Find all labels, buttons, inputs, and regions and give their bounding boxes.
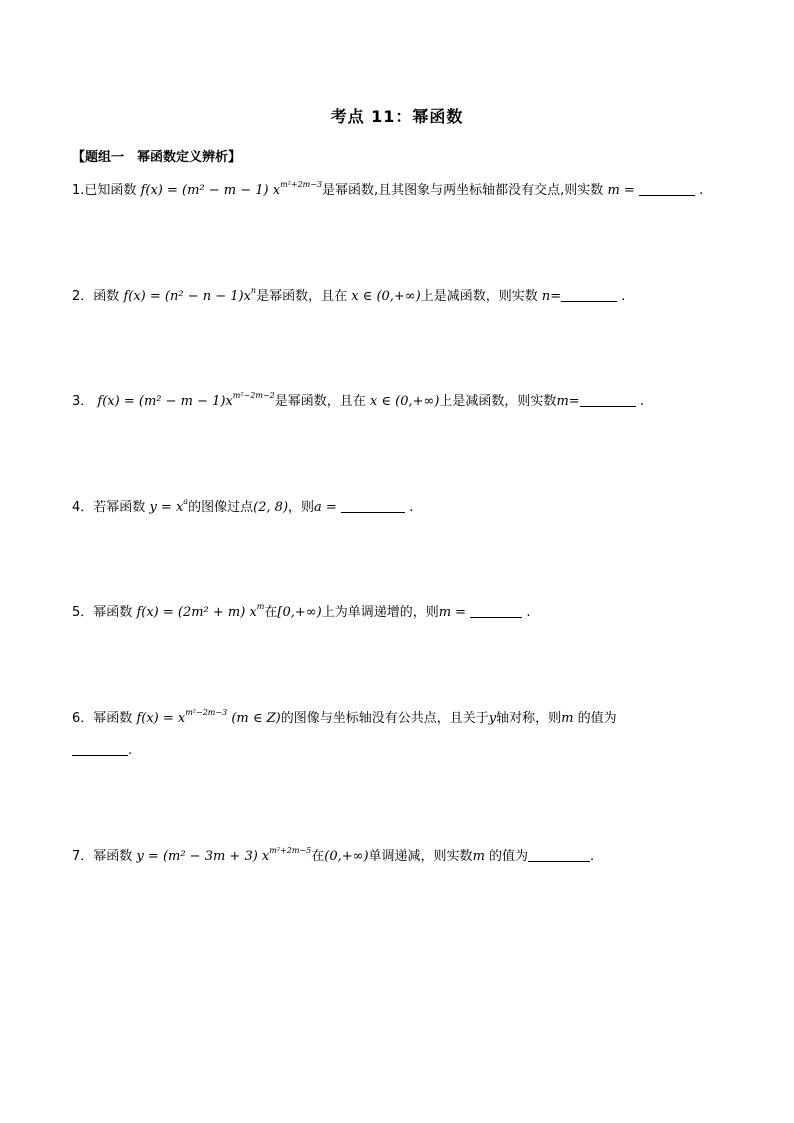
problem-prefix: 函数 <box>93 289 120 304</box>
formula: f(x) = (m² − m − 1) $x^{m^2+2m-3}$ <box>140 180 323 198</box>
answer-blank[interactable] <box>580 392 636 407</box>
exponent: m <box>256 602 265 611</box>
problem-1 <box>72 180 732 202</box>
problem-number: 4． <box>72 500 94 515</box>
exponent: n <box>250 286 257 295</box>
answer-blank[interactable] <box>561 287 617 302</box>
condition: (m ∈ Z) <box>231 711 281 726</box>
answer-blank[interactable] <box>639 181 695 196</box>
end-mark: . <box>621 289 626 304</box>
problem-number: 7． <box>72 849 94 864</box>
formula: $f(x) = x^{m^2-2m-3}$ <box>136 708 228 726</box>
end-mark: . <box>526 605 531 620</box>
problem-number: 1. <box>72 183 85 198</box>
answer-blank[interactable] <box>470 603 522 618</box>
variable: m <box>561 711 574 726</box>
problem-text: 在 <box>311 849 325 864</box>
variable: a = <box>314 500 337 515</box>
end-mark: . <box>409 500 414 515</box>
answer-blank[interactable] <box>341 498 405 513</box>
variable: m = <box>607 183 635 198</box>
problem-prefix: 若幂函数 <box>93 500 146 515</box>
problem-prefix: 幂函数 <box>93 605 133 620</box>
problem-number: 2． <box>72 289 94 304</box>
interval: x ∈ (0,+∞) <box>369 394 440 409</box>
problem-text: 是幂函数,且其图象与两坐标轴都没有交点,则实数 <box>322 183 604 198</box>
problem-text: 单调递减，则实数 <box>368 849 473 864</box>
exponent: m²−2m−3 <box>185 708 228 717</box>
problem-text: 的图像过点 <box>188 500 254 515</box>
problem-text: 的图像与坐标轴没有公共点，且关于 <box>280 711 489 726</box>
interval: [0,+∞) <box>277 605 322 620</box>
problem-text: 上是减函数，则实数 <box>420 289 538 304</box>
problem-number: 5． <box>72 605 94 620</box>
problem-number: 3． <box>72 394 94 409</box>
problem-text: 轴对称，则 <box>496 711 562 726</box>
problem-4 <box>72 497 732 519</box>
problem-prefix: 已知函数 <box>84 183 137 198</box>
exponent: m²−2m−2 <box>232 391 275 400</box>
problem-6 <box>72 708 732 762</box>
problem-7 <box>72 846 732 868</box>
page-title: 考点 11：幂函数 <box>330 107 464 126</box>
answer-blank[interactable] <box>72 741 128 756</box>
exponent: m²+2m−5 <box>269 846 312 855</box>
interval: x ∈ (0,+∞) <box>351 289 421 304</box>
problem-text: 是幂函数，且在 <box>274 394 366 409</box>
interval: (0,+∞) <box>324 849 369 864</box>
problem-text: 的值为 <box>573 711 617 726</box>
problem-5 <box>72 602 732 624</box>
axis-variable: y <box>488 711 497 726</box>
formula: $f(x) = (n^2 - n - 1)x^n$ <box>123 286 257 304</box>
formula: $f(x) = (m^2 - m - 1)x^{m^2-2m-2}$ <box>97 391 275 409</box>
problem-prefix: 幂函数 <box>93 711 133 726</box>
end-mark: . <box>590 849 595 864</box>
section-header: 【题组一 幂函数定义辨析】 <box>72 150 242 165</box>
end-mark: . <box>639 394 644 409</box>
formula: f(x) = (2m² + m) $x^m$ <box>136 602 265 620</box>
problem-text: 上为单调递增的，则 <box>321 605 439 620</box>
point: (2, 8) <box>253 500 289 515</box>
problem-text: 上是减函数，则实数 <box>439 394 557 409</box>
problem-2 <box>72 286 732 308</box>
exponent: a <box>183 497 189 506</box>
end-mark: . <box>699 183 704 198</box>
formula: y = (m² − 3m + 3) $x^{m^2+2m-5}$ <box>136 846 312 864</box>
problem-prefix: 幂函数 <box>93 849 133 864</box>
problem-3 <box>72 391 732 413</box>
problem-text: ，则 <box>288 500 315 515</box>
formula: $y = x^a$ <box>149 497 189 515</box>
variable: n= <box>541 289 562 304</box>
problem-text: 在 <box>264 605 278 620</box>
problem-text: 是幂函数，且在 <box>256 289 348 304</box>
end-mark: . <box>128 743 133 758</box>
problem-text: 的值为 <box>484 849 529 864</box>
variable: m= <box>556 394 580 409</box>
problem-number: 6． <box>72 711 94 726</box>
variable: m = <box>438 605 467 620</box>
exponent: m²+2m−3 <box>280 180 323 189</box>
answer-blank[interactable] <box>528 847 590 862</box>
variable: m <box>472 849 485 864</box>
